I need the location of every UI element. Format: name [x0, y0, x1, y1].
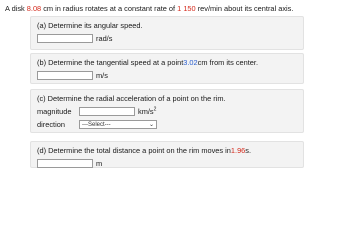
- part-a-prompt: (a) Determine its angular speed.: [37, 21, 143, 30]
- chevron-down-icon: ⌄: [148, 121, 154, 128]
- part-d-prompt: [37, 145, 297, 156]
- part-b-prompt: [37, 57, 297, 68]
- part-a-panel: [30, 16, 304, 50]
- part-c-panel: [30, 89, 304, 133]
- radial-acceleration-magnitude-input[interactable]: [79, 107, 135, 116]
- distance-value: 3.02: [183, 58, 198, 67]
- tangential-speed-input[interactable]: [37, 71, 93, 80]
- unit-exponent: 2: [153, 106, 157, 113]
- direction-label: direction: [37, 120, 65, 129]
- direction-selected-value: ---Select---: [82, 121, 111, 128]
- radial-acceleration-unit: [138, 107, 156, 116]
- problem-text: rev/min about its central axis.: [195, 4, 294, 13]
- tangential-speed-unit: m/s: [96, 71, 108, 80]
- radius-value: 8.08: [26, 4, 42, 13]
- problem-text: cm in radius rotates at a constant rate of: [41, 4, 178, 13]
- total-distance-unit: m: [96, 159, 103, 168]
- magnitude-label: magnitude: [37, 107, 72, 116]
- part-d-text: (d) Determine the total distance a point on the rim moves in: [37, 146, 231, 155]
- time-value: 1.96: [230, 146, 246, 155]
- angular-speed-input[interactable]: [37, 34, 93, 43]
- part-b-text: cm from its center.: [197, 58, 259, 67]
- part-b-text: (b) Determine the tangential speed at a point: [37, 58, 184, 67]
- unit-base: km/s: [138, 107, 154, 116]
- direction-select[interactable]: [79, 120, 157, 129]
- problem-statement: [5, 4, 293, 13]
- part-c-prompt: (c) Determine the radial acceleration of a point on the rim.: [37, 94, 226, 103]
- part-b-panel: [30, 53, 304, 84]
- part-d-panel: [30, 141, 304, 168]
- total-distance-input[interactable]: [37, 159, 93, 168]
- problem-text: A disk: [5, 4, 27, 13]
- part-d-text: s.: [245, 146, 252, 155]
- angular-speed-unit: rad/s: [96, 34, 113, 43]
- rate-value: 1 150: [177, 4, 196, 13]
